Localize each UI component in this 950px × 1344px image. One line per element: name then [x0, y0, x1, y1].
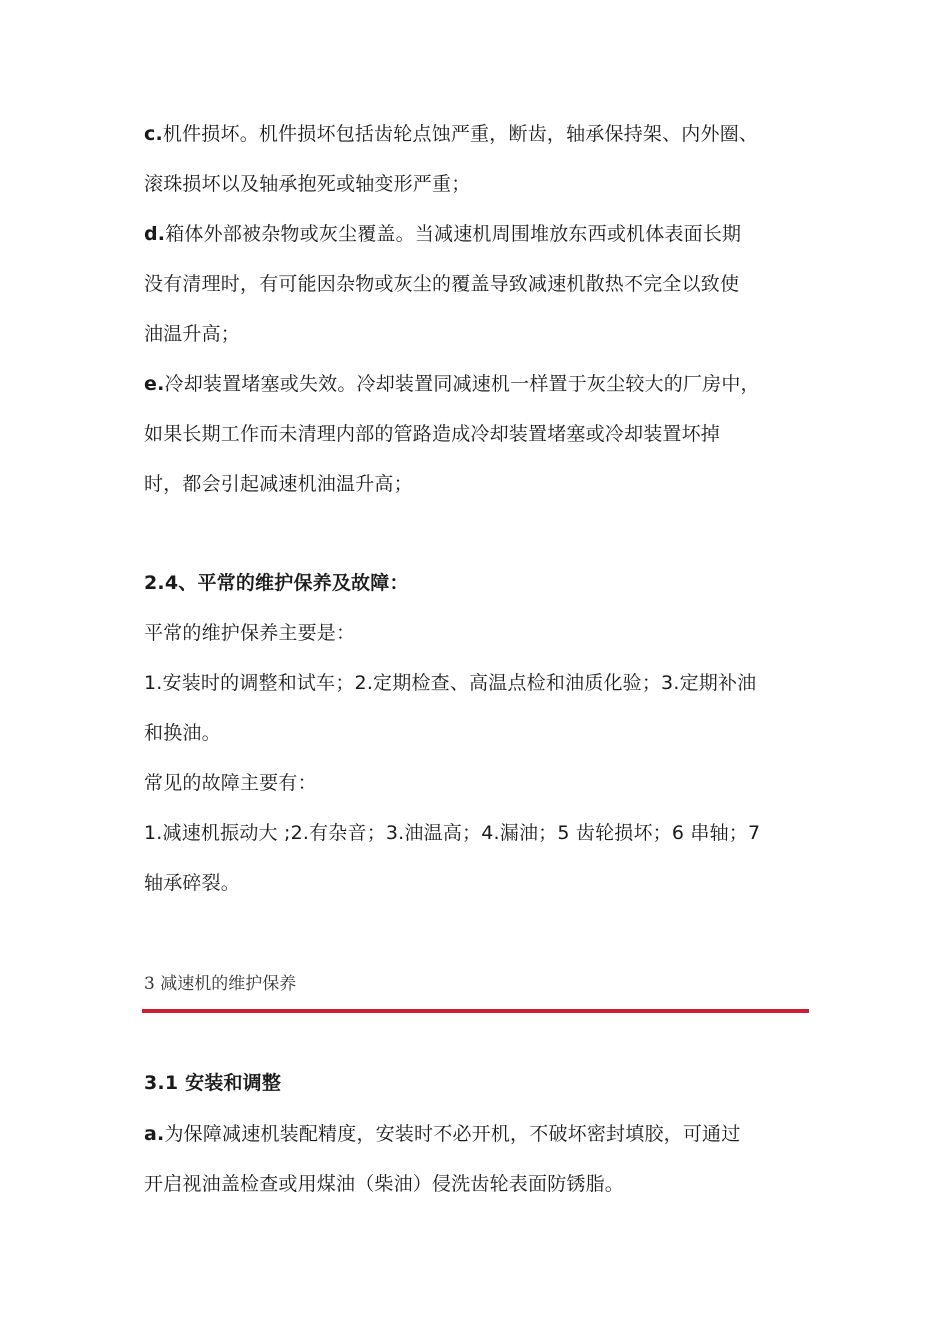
item-a-label: a. [144, 1123, 165, 1145]
section-2-4-heading: 2.4、平常的维护保养及故障： [144, 572, 409, 594]
item-e-line-1 [144, 370, 824, 398]
item-a-text: 为保障减速机装配精度，安装时不必开机，不破坏密封填胶，可通过 [164, 1123, 741, 1145]
item-d-text: 箱体外部被杂物或灰尘覆盖。当减速机周围堆放东西或机体表面长期 [165, 223, 742, 245]
item-e-line-3: 时，都会引起减速机油温升高； [144, 473, 413, 495]
fault-intro: 常见的故障主要有： [144, 772, 317, 794]
item-e-line-2: 如果长期工作而未清理内部的管路造成冷却装置堵塞或冷却装置坏掉 [144, 423, 721, 445]
item-d-line-2: 没有清理时，有可能因杂物或灰尘的覆盖导致减速机散热不完全以致使 [144, 273, 740, 295]
maintenance-list-line-2: 和换油。 [144, 722, 221, 744]
item-d-line-1 [144, 220, 824, 248]
item-e-text: 冷却装置堵塞或失效。冷却装置同减速机一样置于灰尘较大的厂房中， [164, 373, 760, 395]
item-a-line-2: 开启视油盖检查或用煤油（柴油）侵洗齿轮表面防锈脂。 [144, 1173, 625, 1195]
section-3-title: 3 减速机的维护保养 [144, 974, 297, 994]
section-divider [142, 1009, 809, 1013]
item-c-text: 机件损坏。机件损坏包括齿轮点蚀严重，断齿，轴承保持架、内外圈、 [162, 123, 759, 145]
maintenance-intro: 平常的维护保养主要是： [144, 622, 356, 644]
item-d-label: d. [144, 223, 166, 245]
section-3-1-heading: 3.1 安装和调整 [144, 1072, 282, 1094]
item-e-label: e. [144, 373, 165, 395]
maintenance-list-line-1: 1.安装时的调整和试车；2.定期检查、高温点检和油质化验；3.定期补油 [144, 672, 757, 694]
item-a-line-1 [144, 1120, 824, 1148]
fault-list-line-1: 1.减速机振动大 ;2.有杂音；3.油温高；4.漏油；5 齿轮损坏；6 串轴；7 [144, 822, 761, 844]
item-c-line-2: 滚珠损坏以及轴承抱死或轴变形严重； [144, 173, 471, 195]
item-c-label: c. [144, 123, 163, 145]
item-d-line-3: 油温升高； [144, 323, 241, 345]
item-c-line-1 [144, 120, 824, 148]
fault-list-line-2: 轴承碎裂。 [144, 872, 241, 894]
